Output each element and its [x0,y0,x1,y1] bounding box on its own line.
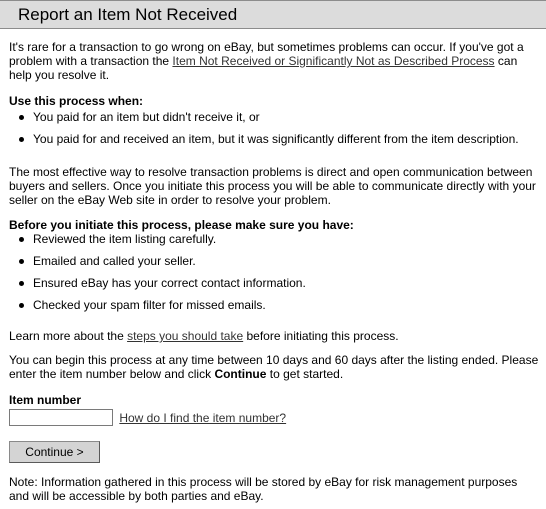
list-item: Checked your spam filter for missed emails. [9,298,539,320]
begin-text-end: to get started. [266,367,344,381]
note-paragraph: Note: Information gathered in this process will be stored by eBay for risk management purposes and will be accessible by both parties and eBay. [9,475,518,503]
list-item: Reviewed the item listing carefully. [9,232,539,254]
effective-paragraph: The most effective way to resolve transaction problems is direct and open communication between buyers and sellers. Once you initiate this process you will be able to communicate directly with your seller on the eBay Web site in order to resolve your problem. [9,165,536,207]
begin-text: You can begin this process at any time between 10 days and 60 days after the listing ended. Please enter the item number below and click [9,353,539,381]
learn-more-text-end: before initiating this process. [243,329,399,343]
continue-row [9,441,539,463]
use-when-heading: Use this process when: [9,94,144,108]
learn-more-paragraph [9,329,539,343]
begin-paragraph [9,353,539,381]
list-item: Emailed and called your seller. [9,254,539,276]
continue-button[interactable]: Continue > [9,441,100,463]
before-heading: Before you initiate this process, please make sure you have: [9,218,354,232]
list-item: You paid for and received an item, but it was significantly different from the item description. [9,132,539,154]
before-list [9,232,539,320]
item-number-input[interactable] [9,409,113,426]
intro-paragraph [9,40,539,82]
use-when-list [9,110,539,154]
intro-text-end: can help you resolve it. [9,54,518,82]
find-item-number-link[interactable]: How do I find the item number? [119,410,287,425]
continue-emphasis: Continue [214,367,267,381]
list-item: Ensured eBay has your correct contact information. [9,276,539,298]
item-number-label: Item number [9,393,82,407]
inr-process-link[interactable]: Item Not Received or Significantly Not as Described Process [172,54,495,68]
item-number-row [9,409,539,429]
page-header [0,0,546,29]
main-content [9,40,539,503]
list-item: You paid for an item but didn't receive it, or [9,110,539,132]
page-title: Report an Item Not Received [18,5,238,24]
learn-more-text: Learn more about the [9,329,128,343]
intro-text: It's rare for a transaction to go wrong on eBay, but sometimes problems can occur. If you've got a problem with a transaction the [9,40,524,68]
steps-link[interactable]: steps you should take [127,329,244,343]
